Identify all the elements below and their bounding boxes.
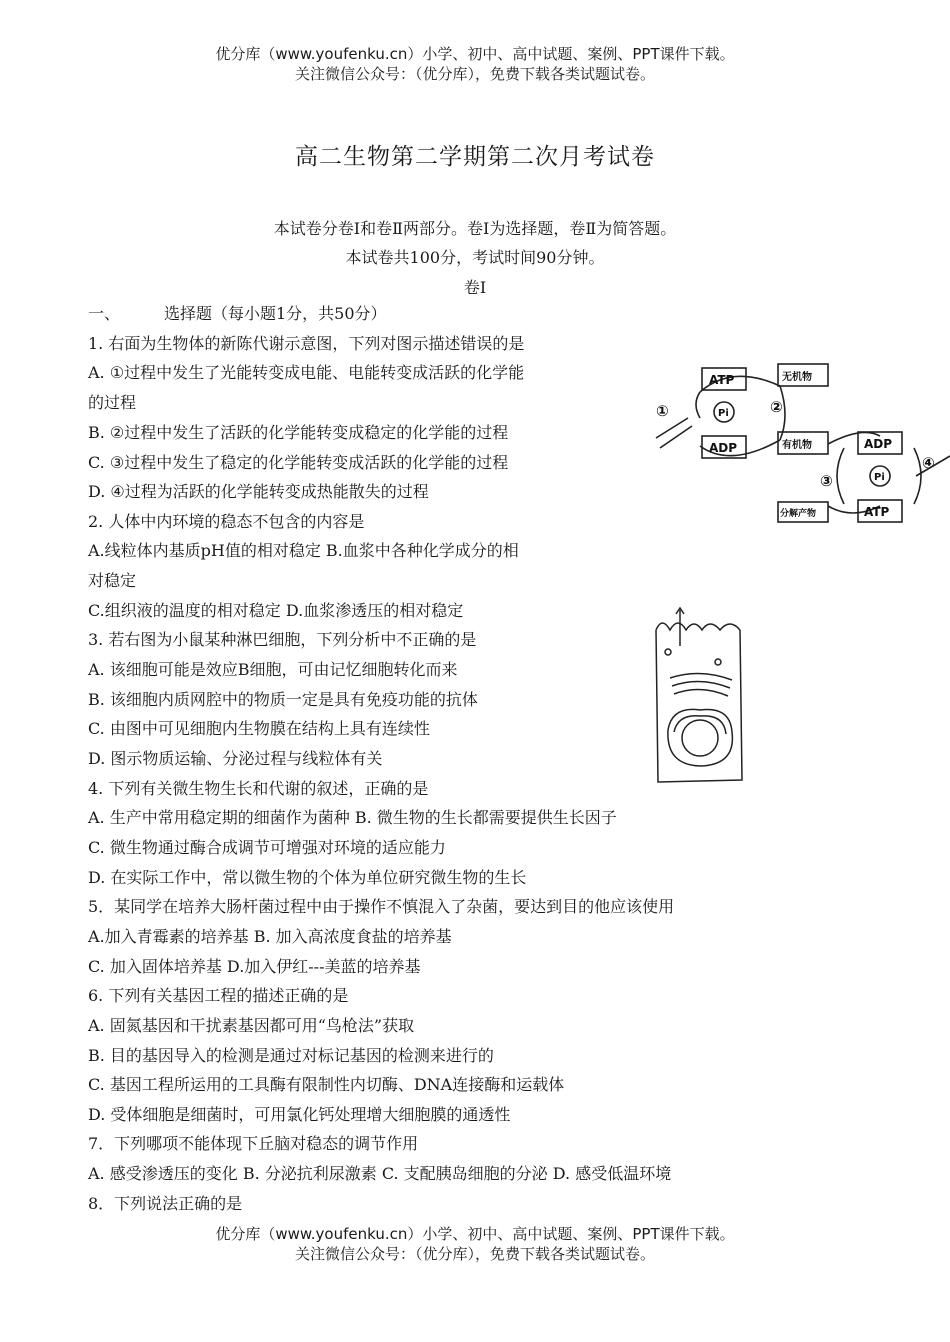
question-line: A. ①过程中发生了光能转变成电能、电能转变成活跃的化学能 <box>88 363 525 382</box>
question-line: B. 目的基因导入的检测是通过对标记基因的检测来进行的 <box>88 1046 494 1065</box>
er-inner <box>674 716 726 734</box>
golgi-3 <box>674 689 728 696</box>
question-line: 对稳定 <box>88 571 137 590</box>
question-line: 3. 若右图为小鼠某种淋巴细胞，下列分析中不正确的是 <box>88 630 477 649</box>
label-atp-top: ATP <box>709 373 735 387</box>
label-pi-right: Pi <box>874 472 885 483</box>
label-atp-bottom: ATP <box>864 505 890 519</box>
question-line: 4. 下列有关微生物生长和代谢的叙述，正确的是 <box>88 779 429 798</box>
question-line: B. 该细胞内质网腔中的物质一定是具有免疫功能的抗体 <box>88 690 478 709</box>
question-line: A. 固氮基因和干扰素基因都可用“鸟枪法”获取 <box>88 1016 415 1035</box>
golgi-2 <box>672 681 730 688</box>
label-step4: ④ <box>922 454 935 472</box>
question-line: A. 生产中常用稳定期的细菌作为菌种 B. 微生物的生长都需要提供生长因子 <box>88 808 617 827</box>
golgi-1 <box>670 673 732 680</box>
question-line: D. 图示物质运输、分泌过程与线粒体有关 <box>88 749 383 768</box>
question-line: 2. 人体中内环境的稳态不包含的内容是 <box>88 512 365 531</box>
question-line: C. ③过程中发生了稳定的化学能转变成活跃的化学能的过程 <box>88 453 509 472</box>
arrow-step1-b <box>660 426 692 448</box>
question-line: A. 感受渗透压的变化 B. 分泌抗利尿激素 C. 支配胰岛细胞的分泌 D. 感受低温环境 <box>88 1164 672 1183</box>
question-line: D. 受体细胞是细菌时，可用氯化钙处理增大细胞膜的通透性 <box>88 1105 511 1124</box>
label-step2: ② <box>770 398 783 416</box>
cell-top-membrane <box>656 623 740 630</box>
question-line: 5．某同学在培养大肠杆菌过程中由于操作不慎混入了杂菌，要达到目的他应该使用 <box>88 897 675 916</box>
header-line-1: 优分库（www.youfenku.cn）小学、初中、高中试题、案例、PPT课件下载。 <box>215 45 735 63</box>
intro-line-2: 本试卷共100分，考试时间90分钟。 <box>345 248 605 267</box>
question-line: 1. 右面为生物体的新陈代谢示意图，下列对图示描述错误的是 <box>88 334 525 353</box>
question-line: D. 在实际工作中，常以微生物的个体为单位研究微生物的生长 <box>88 868 527 887</box>
label-inorganic: 无机物 <box>782 372 812 383</box>
arc-left <box>696 392 700 418</box>
question-line: A. 该细胞可能是效应B细胞，可由记忆细胞转化而来 <box>88 660 458 679</box>
header-line-2: 关注微信公众号：（优分库），免费下载各类试题试卷。 <box>294 65 655 83</box>
vesicle-2 <box>715 659 721 665</box>
section-heading: 选择题（每小题1分，共50分） <box>164 304 387 323</box>
question-line: D. ④过程为活跃的化学能转变成热能散失的过程 <box>88 482 429 501</box>
question-line: A.线粒体内基质pH值的相对稳定 B.血浆中各种化学成分的相 <box>88 541 519 560</box>
question-line: C.组织液的温度的相对稳定 D.血浆渗透压的相对稳定 <box>88 601 464 620</box>
question-line: C. 加入固体培养基 D.加入伊红---美蓝的培养基 <box>88 957 421 976</box>
question-line: 6. 下列有关基因工程的描述正确的是 <box>88 986 349 1005</box>
footer-line-2: 关注微信公众号：（优分库），免费下载各类试题试卷。 <box>294 1245 655 1263</box>
question-line: 的过程 <box>88 393 137 412</box>
volume-label: 卷Ⅰ <box>463 278 487 297</box>
label-products: 分解产物 <box>780 509 817 519</box>
label-adp-top: ADP <box>709 441 738 455</box>
question-line: 7．下列哪项不能体现下丘脑对稳态的调节作用 <box>88 1134 419 1153</box>
question-line: C. 微生物通过酶合成调节可增强对环境的适应能力 <box>88 838 446 857</box>
section-number: 一、 <box>88 304 121 323</box>
footer-line-1: 优分库（www.youfenku.cn）小学、初中、高中试题、案例、PPT课件下载。 <box>215 1225 735 1243</box>
arrow-step1-a <box>656 418 688 438</box>
label-organic: 有机物 <box>782 440 812 451</box>
question-line: C. 基因工程所运用的工具酶有限制性内切酶、DNA连接酶和运载体 <box>88 1075 565 1094</box>
er-outer <box>668 709 733 766</box>
question-line: B. ②过程中发生了活跃的化学能转变成稳定的化学能的过程 <box>88 423 509 442</box>
metabolism-diagram <box>652 356 950 526</box>
question-line: 8．下列说法正确的是 <box>88 1194 243 1213</box>
label-pi-left: Pi <box>718 408 729 419</box>
arc-right-left <box>837 448 844 504</box>
label-step1: ① <box>656 402 669 420</box>
question-line: C. 由图中可见细胞内生物膜在结构上具有连续性 <box>88 719 430 738</box>
label-step3: ③ <box>820 472 833 490</box>
question-line: A.加入青霉素的培养基 B. 加入高浓度食盐的培养基 <box>88 927 452 946</box>
vesicle-1 <box>665 649 671 655</box>
label-adp-right: ADP <box>864 437 893 451</box>
nucleus <box>682 720 718 756</box>
lymphocyte-cell-icon <box>650 606 746 784</box>
cell-outline <box>656 630 742 782</box>
page-title: 高二生物第二学期第二次月考试卷 <box>295 144 655 170</box>
intro-line-1: 本试卷分卷Ⅰ和卷Ⅱ两部分。卷Ⅰ为选择题，卷Ⅱ为简答题。 <box>273 219 677 238</box>
